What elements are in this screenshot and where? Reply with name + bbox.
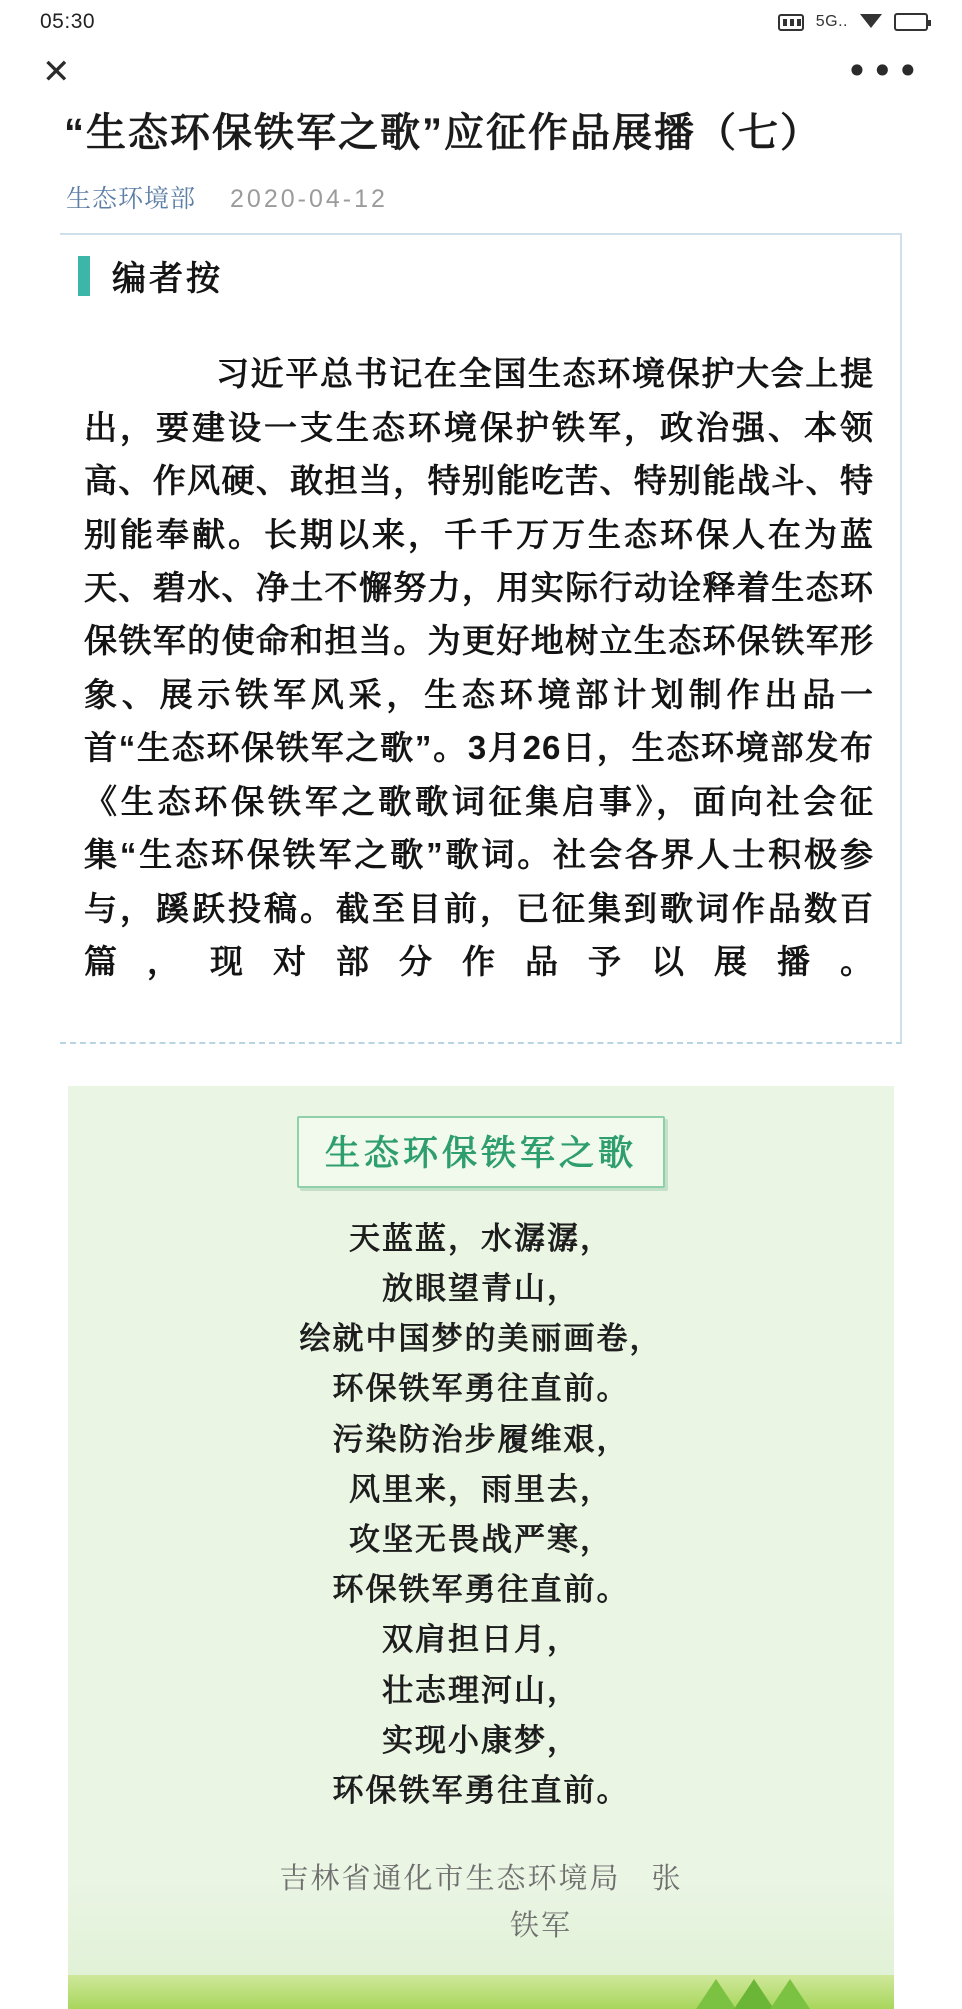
status-bar-right (778, 13, 928, 31)
tree-icon (734, 1979, 774, 2009)
more-options-icon[interactable]: ••• (845, 49, 922, 94)
card-footer-decoration (68, 1975, 894, 2009)
status-bar (0, 0, 962, 44)
article-author[interactable]: 生态环境部 (66, 185, 197, 214)
lyric-line: 双肩担日月， (382, 1622, 580, 1658)
song-card (68, 1086, 894, 2009)
lyric-line: 放眼望青山， (382, 1270, 580, 1306)
article-date: 2020-04-12 (230, 185, 388, 214)
tree-icon (696, 1979, 736, 2009)
accent-bar-icon (78, 256, 90, 296)
article-meta (34, 161, 928, 225)
status-bar-left (40, 10, 95, 34)
lyric-line: 绘就中国梦的美丽画卷， (299, 1321, 663, 1357)
signature-line-1: 吉林省通化市生态环境局 张 (279, 1863, 683, 1896)
lyric-line: 污染防治步履维艰， (332, 1421, 630, 1457)
wifi-icon (860, 14, 882, 28)
lyric-line: 环保铁军勇往直前。 (332, 1572, 630, 1608)
article-container (0, 100, 962, 2009)
song-lyrics (68, 1188, 894, 1817)
lyric-line: 攻坚无畏战严寒， (349, 1521, 613, 1557)
sim-card-icon (778, 14, 804, 31)
editor-note-heading: 编者按 (112, 260, 223, 299)
tree-icon (770, 1979, 810, 2009)
lyric-line: 天蓝蓝，水潺潺， (349, 1220, 613, 1256)
editor-note-body: 习近平总书记在全国生态环境保护大会上提出，要建设一支生态环境保护铁军，政治强、本领高、作风硬、敢担当，特别能吃苦、特别能战斗、特别能奉献。长期以来，千千万万生态环保人在为蓝天、碧水、净土不懈努力，用实际行动诠释着生态环保铁军的使命和担当。为更好地树立生态环保铁军形象、展示铁军风采，生态环境部计划制作出品一首“生态环保铁军之歌”。3月26日，生态环境部发布《生态环保铁军之歌歌词征集启事》，面向社会征集“生态环保铁军之歌”歌词。社会各界人士积极参与，蹊跃投稿。截至目前，已征集到歌词作品数百篇，现对部分作品予以展播。 (84, 355, 874, 981)
song-title-wrap (68, 1116, 894, 1188)
song-title: 生态环保铁军之歌 (297, 1116, 665, 1188)
lyric-line: 环保铁军勇往直前。 (332, 1371, 630, 1407)
clock-label: 05:30 (40, 10, 96, 33)
lyric-line: 风里来，雨里去， (349, 1471, 613, 1507)
signature-line-2: 铁军 (509, 1909, 572, 1942)
signal-label: 5G.. (815, 13, 848, 30)
top-navigation-bar (0, 44, 962, 100)
lyric-line: 环保铁军勇往直前。 (332, 1773, 630, 1809)
close-icon[interactable]: ✕ (42, 52, 71, 92)
page-title: “生态环保铁军之歌”应征作品展播（七） (64, 111, 822, 155)
lyric-line: 壮志理河山， (382, 1672, 580, 1708)
editor-note-heading-row (70, 251, 886, 300)
editor-note-box (60, 233, 902, 1043)
song-signature (68, 1816, 894, 1949)
lyric-line: 实现小康梦， (382, 1722, 580, 1758)
battery-icon (894, 13, 928, 31)
